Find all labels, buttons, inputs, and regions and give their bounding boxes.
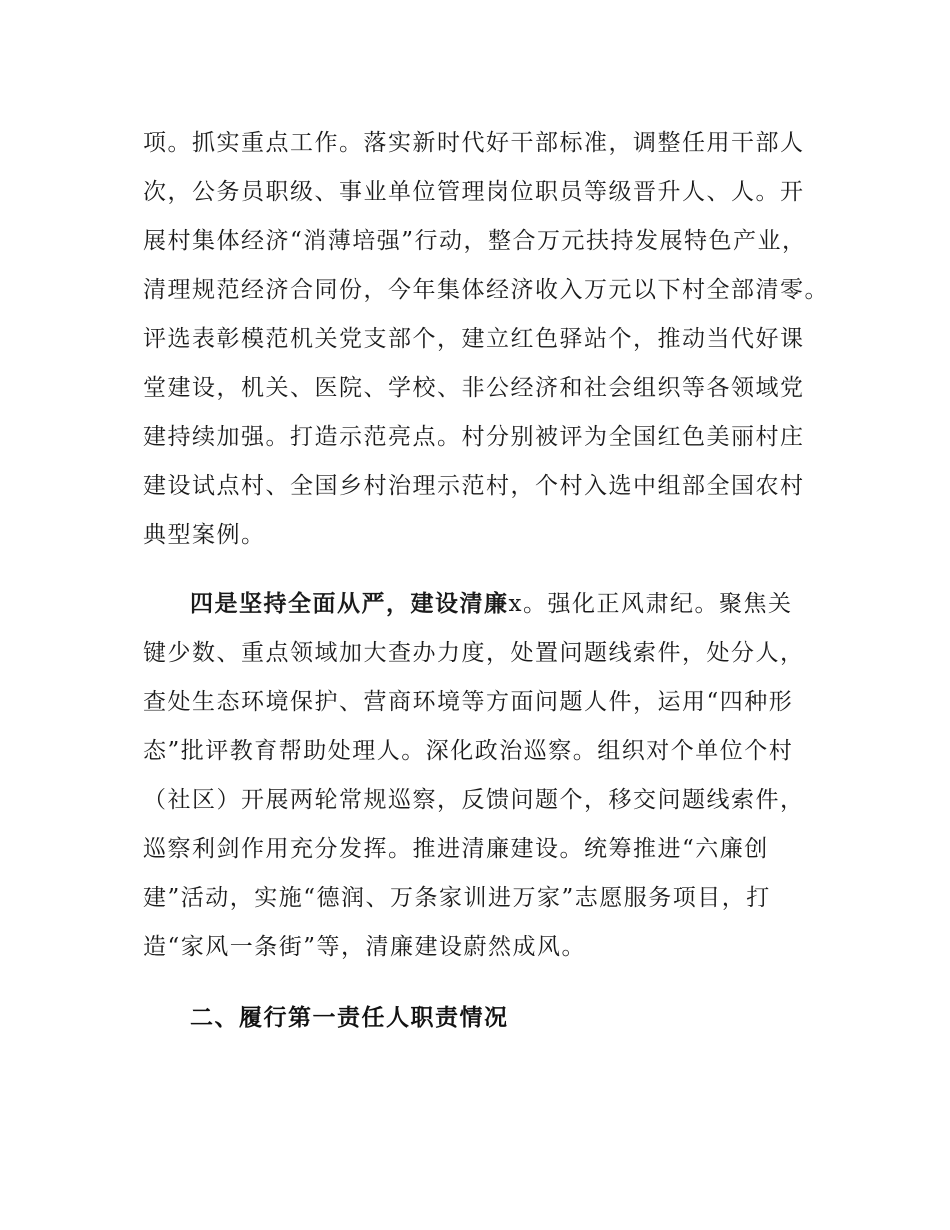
p1-line-2: 次，公务员职级、事业单位管理岗位职员等级晋升人、人。开: [143, 179, 805, 205]
p1-line-5: 评选表彰模范机关党支部个，建立红色驿站个，推动当代好课: [143, 326, 805, 352]
p2-line-1: [190, 589, 870, 619]
p2-lead-rest: x。强化正风肃纪。聚焦关: [508, 591, 793, 617]
p1-line-3: 展村集体经济“消薄培强”行动，整合万元扶持发展特色产业，: [143, 228, 807, 254]
p1-line-6: 堂建设，机关、医院、学校、非公经济和社会组织等各领域党: [143, 375, 805, 401]
p1-line-7: 建持续加强。打造示范亮点。村分别被评为全国红色美丽村庄: [143, 424, 805, 450]
p2-line-3: 查处生态环境保护、营商环境等方面问题人件，运用“四种形: [143, 689, 794, 715]
p2-line-2: 键少数、重点领域加大查办力度，处置问题线索件，处分人，: [143, 640, 805, 666]
p2-line-4: 态”批评教育帮助处理人。深化政治巡察。组织对个单位个村: [143, 738, 794, 764]
p1-line-9: 典型案例。: [143, 522, 266, 548]
p2-line-7: 建”活动，实施“德润、万条家训进万家”志愿服务项目，打: [143, 885, 771, 911]
p2-line-5: （社区）开展两轮常规巡察，反馈问题个，移交问题线索件，: [143, 787, 805, 813]
p1-line-1: 项。抓实重点工作。落实新时代好干部标准，调整任用干部人: [143, 130, 805, 156]
p1-line-8: 建设试点村、全国乡村治理示范村，个村入选中组部全国农村: [143, 473, 805, 499]
p1-line-4: 清理规范经济合同份，今年集体经济收入万元以下村全部清零。: [143, 277, 829, 303]
p2-line-6: 巡察利剑作用充分发挥。推进清廉建设。统筹推进“六廉创: [143, 836, 769, 862]
p2-lead-bold: 四是坚持全面从严，建设清廉: [190, 591, 509, 617]
section-heading: 二、履行第一责任人职责情况: [190, 1005, 509, 1031]
p2-line-8: 造“家风一条街”等，清廉建设蔚然成风。: [143, 934, 587, 960]
